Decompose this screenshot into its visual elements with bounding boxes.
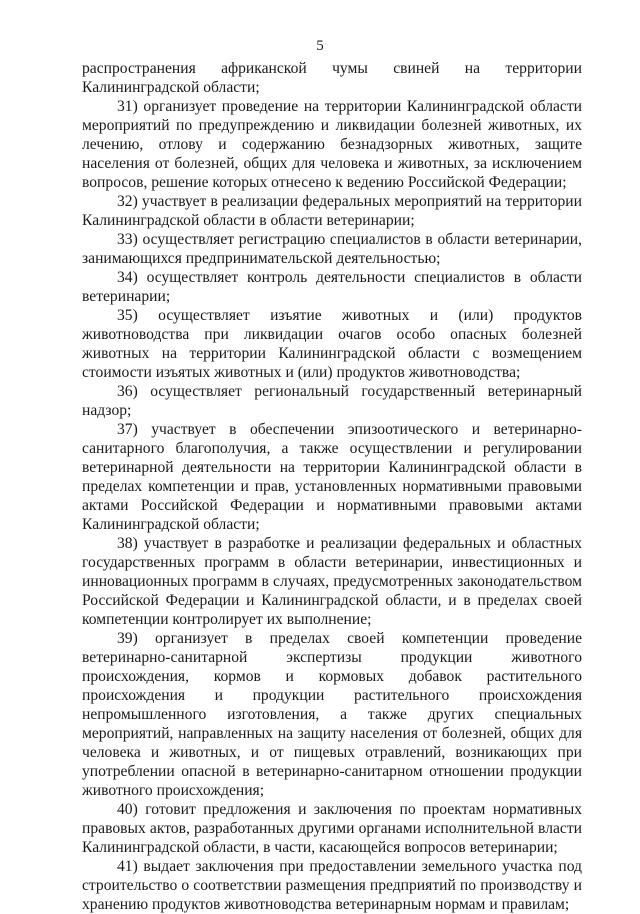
paragraph: 38) участвует в разработке и реализации федеральных и областных государственных программ в области ветеринарии, инвестиционных и инновационных программ в случаях, предусмотренных законодательством Российской Федерации и Калининградской области, и в пределах своей компетенции контролирует их выполнение; xyxy=(82,535,582,628)
paragraph: 31) организует проведение на территории Калининградской области мероприятий по предупреждению и ликвидации болезней животных, их лечению, отлову и содержанию безнадзорных животных, защите населения от болезней, общих для человека и животных, за исключением вопросов, решение которых отнесено к ведению Российской Федерации; xyxy=(82,98,582,191)
document-body xyxy=(82,59,582,914)
paragraph: 35) осуществляет изъятие животных и (или) продуктов животноводства при ликвидации очагов особо опасных болезней животных на территории Калининградской области с возмещением стоимости изъятых животных и (или) продуктов животноводства; xyxy=(82,307,582,381)
paragraph: 33) осуществляет регистрацию специалистов в области ветеринарии, занимающихся предпринимательской деятельностью; xyxy=(82,231,582,267)
paragraph: 40) готовит предложения и заключения по проектам нормативных правовых актов, разработанных другими органами исполнительной власти Калининградской области, в части, касающейся вопросов ветеринарии; xyxy=(82,801,582,856)
paragraph: 37) участвует в обеспечении эпизоотического и ветеринарно-санитарного благополучия, а также осуществлении и регулировании ветеринарной деятельности на территории Калининградской области в пределах компетенции и прав, установленных нормативными правовыми актами Российской Федерации и нормативными правовыми актами Калининградской области; xyxy=(82,421,582,533)
paragraph: 34) осуществляет контроль деятельности специалистов в области ветеринарии; xyxy=(82,269,582,305)
paragraph: 39) организует в пределах своей компетенции проведение ветеринарно-санитарной экспертизы продукции животного происхождения, кормов и кормовых добавок растительного происхождения и продукции растительного происхождения непромышленного изготовления, а также других специальных мероприятий, направленных на защиту населения от болезней, общих для человека и животных, и от пищевых отравлений, возникающих при употреблении опасной в ветеринарно-санитарном отношении продукции животного происхождения; xyxy=(82,630,582,799)
paragraph: распространения африканской чумы свиней на территории Калининградской области; xyxy=(82,60,582,96)
paragraph: 41) выдает заключения при предоставлении земельного участка под строительство о соответствии размещения предприятий по производству и хранению продуктов животноводства ветеринарным нормам и правилам; xyxy=(82,858,582,913)
page-number: 5 xyxy=(316,38,324,54)
paragraph: 36) осуществляет региональный государственный ветеринарный надзор; xyxy=(82,383,582,419)
paragraph: 32) участвует в реализации федеральных мероприятий на территории Калининградской области в области ветеринарии; xyxy=(82,193,582,229)
